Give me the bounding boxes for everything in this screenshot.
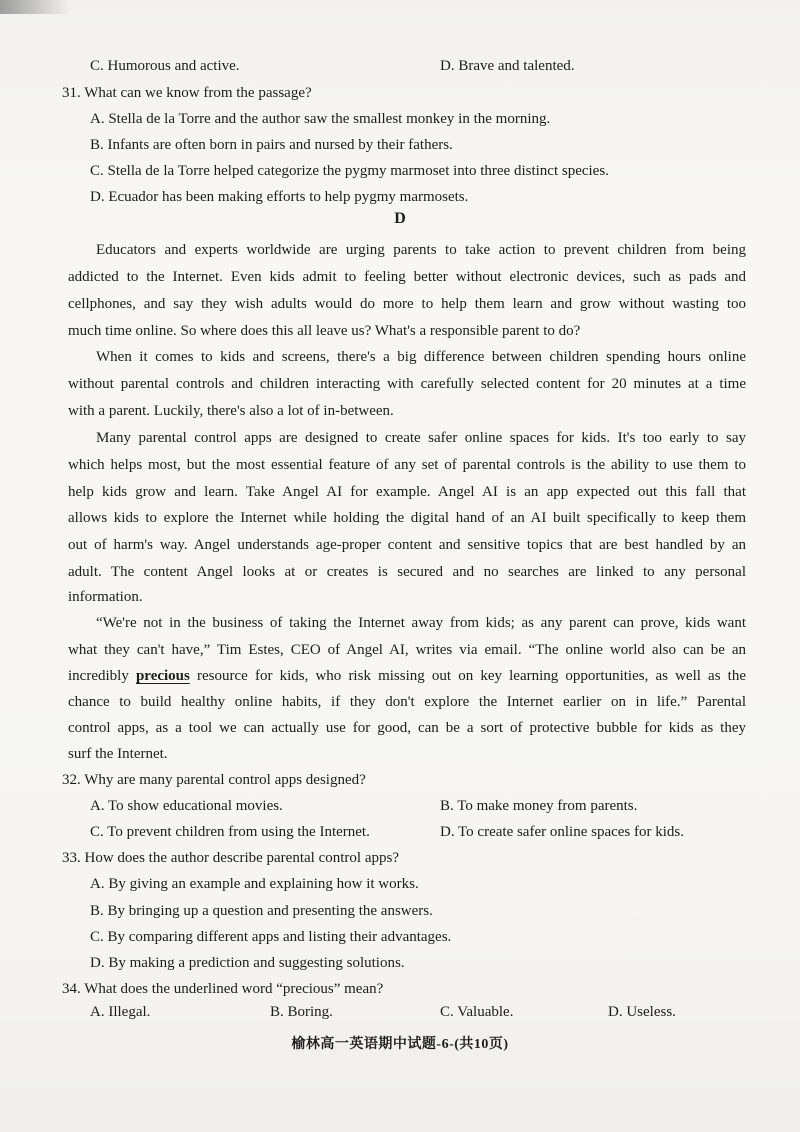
- q32-stem: 32. Why are many parental control apps designed?: [62, 772, 366, 788]
- passage-p3-line4: allows kids to explore the Internet while holding the digital hand of an AI built specifically to keep them: [68, 510, 746, 526]
- section-heading: D: [394, 210, 406, 227]
- q34-stem: 34. What does the underlined word “precious” mean?: [62, 981, 384, 997]
- passage-p4-line1: “We're not in the business of taking the Internet away from kids; as any parent can prove, kids want: [96, 615, 746, 631]
- passage-p1-line4: much time online. So where does this all leave us? What's a responsible parent to do?: [68, 323, 581, 339]
- passage-p3-line6: adult. The content Angel looks at or creates is secured and no searches are linked to any personal: [68, 564, 746, 580]
- passage-p1-line1: Educators and experts worldwide are urging parents to take action to prevent children from being: [96, 242, 746, 258]
- q33-option-a: A. By giving an example and explaining how it works.: [90, 876, 419, 892]
- passage-p1-line2: addicted to the Internet. Even kids admit to feeling better without electronic devices, such as pads and: [68, 269, 746, 285]
- q34-option-a: A. Illegal.: [90, 1004, 151, 1020]
- passage-p4-line2: what they can't have,” Tim Estes, CEO of Angel AI, writes via email. “The online world also can be an: [68, 642, 746, 658]
- passage-p3-line3: help kids grow and learn. Take Angel AI for example. Angel AI is an app expected out this fall that: [68, 484, 746, 500]
- q32-option-d: D. To create safer online spaces for kids.: [440, 824, 684, 840]
- passage-p4-line3-rest: resource for kids, who risk missing out on key learning opportunities, as well as the: [197, 668, 747, 684]
- q33-stem: 33. How does the author describe parental control apps?: [62, 850, 399, 866]
- passage-p2-line1: When it comes to kids and screens, there's a big difference between children spending hours online: [96, 349, 746, 365]
- passage-p4-line3-prefix: incredibly: [68, 668, 129, 684]
- passage-p4-line6: surf the Internet.: [68, 746, 168, 762]
- q30-option-d: D. Brave and talented.: [440, 58, 575, 74]
- q33-option-d: D. By making a prediction and suggesting solutions.: [90, 955, 405, 971]
- page-footer: 榆林高一英语期中试题-6-(共10页): [291, 1037, 509, 1052]
- q31-stem: 31. What can we know from the passage?: [62, 85, 312, 101]
- q34-option-c: C. Valuable.: [440, 1004, 514, 1020]
- q32-option-b: B. To make money from parents.: [440, 798, 638, 814]
- q31-option-b: B. Infants are often born in pairs and nursed by their fathers.: [90, 137, 453, 153]
- q31-option-c: C. Stella de la Torre helped categorize the pygmy marmoset into three distinct species.: [90, 163, 609, 179]
- passage-p4-line4: chance to build healthy online habits, if they don't explore the Internet earlier on in life.” Parental: [68, 694, 746, 710]
- passage-p4-line3: [68, 666, 746, 686]
- underlined-word-precious: precious: [135, 668, 190, 684]
- passage-p3-line7: information.: [68, 589, 143, 605]
- scan-smudge: [0, 0, 70, 14]
- q30-option-c: C. Humorous and active.: [90, 58, 240, 74]
- passage-p1-line3: cellphones, and say they wish adults would do more to help them learn and grow without wasting too: [68, 296, 746, 312]
- q34-option-d: D. Useless.: [608, 1004, 676, 1020]
- q31-option-a: A. Stella de la Torre and the author saw the smallest monkey in the morning.: [90, 111, 551, 127]
- q32-option-c: C. To prevent children from using the Internet.: [90, 824, 370, 840]
- q31-option-d: D. Ecuador has been making efforts to help pygmy marmosets.: [90, 189, 469, 205]
- passage-p2-line2: without parental controls and children interacting with carefully selected content for 20 minutes at a time: [68, 376, 746, 392]
- passage-p3-line2: which helps most, but the most essential feature of any set of parental controls is the ability to use them to: [68, 457, 746, 473]
- q33-option-c: C. By comparing different apps and listing their advantages.: [90, 929, 452, 945]
- passage-p2-line3: with a parent. Luckily, there's also a lot of in-between.: [68, 403, 394, 419]
- passage-p3-line1: Many parental control apps are designed to create safer online spaces for kids. It's too early to say: [96, 430, 746, 446]
- q34-option-b: B. Boring.: [270, 1004, 333, 1020]
- q33-option-b: B. By bringing up a question and presenting the answers.: [90, 903, 433, 919]
- passage-p3-line5: out of harm's way. Angel understands age-proper content and sensitive topics that are best handled by an: [68, 537, 746, 553]
- q32-option-a: A. To show educational movies.: [90, 798, 283, 814]
- passage-p4-line5: control apps, as a tool we can actually use for good, can be a sort of protective bubble for kids as they: [68, 720, 746, 736]
